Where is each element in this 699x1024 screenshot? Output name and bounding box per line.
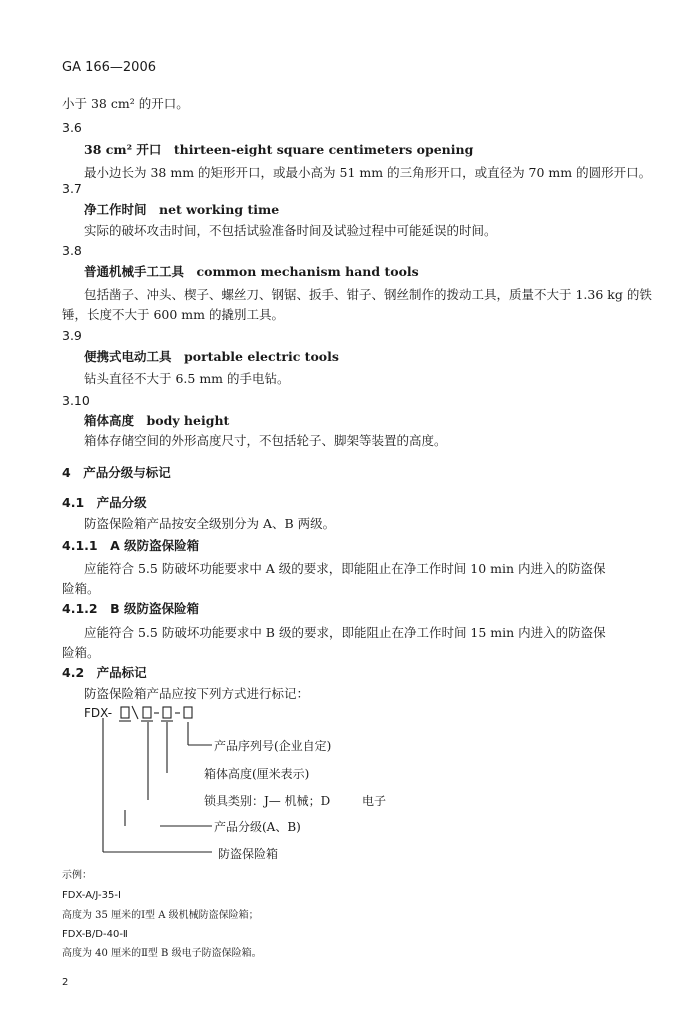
subsection-heading: 4.1.2 B 级防盗保险箱 — [62, 601, 199, 616]
subsection-heading: 4.1 产品分级 — [62, 495, 147, 510]
paragraph-line: 应能符合 5.5 防破坏功能要求中 A 级的要求，即能阻止在净工作时间 10 min 内进入的防盗保 — [84, 561, 606, 576]
clause-number: 3.7 — [62, 181, 82, 196]
paragraph-line: 防盗保险箱产品应按下列方式进行标记： — [84, 686, 310, 701]
term-title: 便携式电动工具 portable electric tools — [84, 349, 339, 364]
page-number: 2 — [62, 977, 69, 988]
clause-number: 3.10 — [62, 393, 90, 408]
example-description: 高度为 35 厘米的Ⅰ型 A 级机械防盗保险箱； — [62, 910, 259, 921]
term-definition: 箱体存储空间的外形高度尺寸，不包括轮子、脚架等装置的高度。 — [84, 433, 447, 448]
marking-serial-label: 产品序列号(企业自定) — [214, 739, 332, 753]
example-code: FDX-B/D-40-Ⅱ — [62, 929, 128, 940]
term-title: 净工作时间 net working time — [84, 202, 280, 217]
paragraph-line: 防盗保险箱产品按安全级别分为 A、B 两级。 — [84, 516, 336, 531]
paragraph-line: 小于 38 cm² 的开口。 — [62, 96, 189, 111]
clause-number: 3.9 — [62, 328, 82, 343]
example-title: 示例： — [62, 870, 92, 881]
term-definition-cont: 锤，长度不大于 600 mm 的撬別工具。 — [62, 307, 284, 322]
subsection-heading: 4.2 产品标记 — [62, 665, 147, 680]
term-definition: 实际的破坏攻击时间，不包括试验准备时间及试验过程中可能延误的时间。 — [84, 223, 497, 238]
section-heading: 4 产品分级与标记 — [62, 465, 171, 480]
term-definition: 最小边长为 38 mm 的矩形开口，或最小高为 51 mm 的三角形开口，或直径为 70 mm 的圆形开口。 — [84, 165, 652, 180]
clause-number: 3.6 — [62, 120, 82, 135]
term-definition: 钻头直径不大于 6.5 mm 的手电钻。 — [84, 371, 290, 386]
marking-code-prefix: FDX- — [84, 706, 113, 720]
marking-product-label: 防盗保险箱 — [218, 847, 279, 861]
marking-height-label: 箱体高度(厘米表示) — [204, 767, 310, 781]
example-code: FDX-A/J-35-Ⅰ — [62, 890, 121, 901]
term-definition: 包括凿子、冲头、楔子、螺丝刀、钢锯、扳手、钳子、钢丝制作的拨动工具，质量不大于 1.36 kg 的铁 — [84, 287, 652, 302]
marking-lock-electronic: 电子 — [362, 794, 387, 808]
clause-number: 3.8 — [62, 243, 82, 258]
paragraph-line-cont: 险箱。 — [62, 645, 100, 660]
term-title: 箱体高度 body height — [84, 413, 230, 428]
example-description: 高度为 40 厘米的Ⅱ型 B 级电子防盗保险箱。 — [62, 948, 262, 959]
subsection-heading: 4.1.1 A 级防盗保险箱 — [62, 538, 200, 553]
paragraph-line: 应能符合 5.5 防破坏功能要求中 B 级的要求，即能阻止在净工作时间 15 min 内进入的防盗保 — [84, 625, 606, 640]
term-title: 38 cm² 开口 thirteen-eight square centimeters opening — [84, 142, 474, 157]
paragraph-line-cont: 险箱。 — [62, 581, 100, 596]
standard-code: GA 166—2006 — [62, 60, 156, 75]
marking-grade-label: 产品分级(A、B) — [214, 820, 301, 834]
term-title: 普通机械手工工具 common mechanism hand tools — [84, 264, 419, 279]
marking-lock-label: 锁具类别：J— 机械；D — [204, 794, 331, 808]
